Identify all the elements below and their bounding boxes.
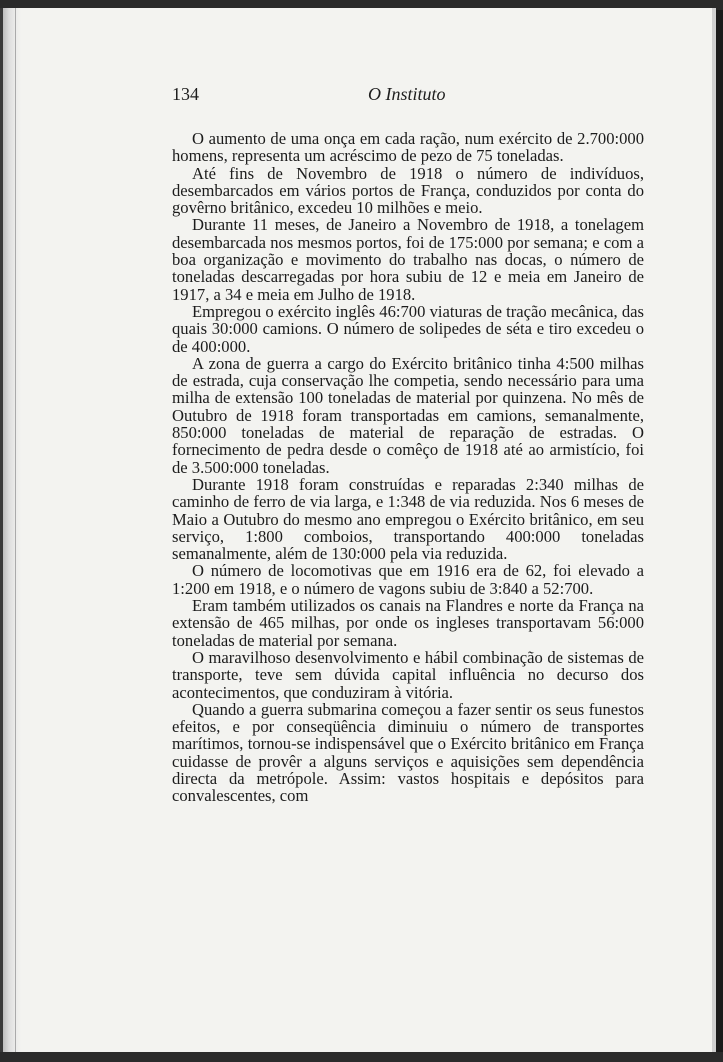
paragraph: O número de locomotivas que em 1916 era de 62, foi elevado a 1:200 em 1918, e o número de vagons subiu de 3:840 a 52:700. [172,561,644,598]
paragraph: Até fins de Novembro de 1918 o número de indivíduos, desembarcados em vários portos de França, conduzidos por conta do govêrno britânico, excedeu 10 milhões e meio. [172,163,644,218]
page-number: 134 [172,84,199,104]
paragraph: Quando a guerra submarina começou a fazer sentir os seus funestos efeitos, e por conseqüência diminuiu o número de transportes marítimos, tornou-se indispensável que o Exército britânico em França cuidasse de provêr a alguns serviços e aquisições sem dependência directa da metrópole. Assim: vastos hospitais e depósitos para convalescentes, com [172,699,644,806]
paragraph: Eram também utilizados os canais na Flandres e norte da França na extensão de 465 milhas, por onde os ingleses transportavam 56:000 toneladas de material por semana. [172,596,644,650]
paragraph: A zona de guerra a cargo do Exército britânico tinha 4:500 milhas de estrada, cuja conservação lhe competia, sendo necessário para uma milha de extensão 100 toneladas de material por quinzena. No mês de Outubro de 1918 foram transportadas em camions, semanalmente, 850:000 toneladas de material de reparação de estradas. O fornecimento de pedra desde o comêço de 1918 até ao armistício, foi de 3.500:000 toneladas. [172,353,644,477]
scan-bottom-edge [0,1052,723,1062]
paragraph: O maravilhoso desenvolvimento e hábil combinação de sistemas de transporte, teve sem dúvida capital influência no decurso dos acontecimentos, que conduziram à vitória. [172,647,644,702]
page-binding-shadow [3,8,21,1052]
body-text [172,130,644,805]
paragraph: Durante 11 meses, de Janeiro a Novembro de 1918, a tonelagem desembarcada nos mesmos portos, foi de 175:000 por semana; e com a boa organização e movimento do trabalho nas docas, o número de toneladas descarregadas por hora subiu de 12 e meia em Janeiro de 1917, a 34 e meia em Julho de 1918. [172,215,644,304]
running-header [172,84,644,110]
paragraph: O aumento de uma onça em cada ração, num exército de 2.700:000 homens, representa um acréscimo de pezo de 75 toneladas. [172,129,644,166]
page-right-edge [712,8,716,1052]
running-title: O Instituto [368,84,446,104]
paragraph: Empregou o exército inglês 46:700 viaturas de tração mecânica, das quais 30:000 camions. O número de solipedes de séta e tiro excedeu o de 400:000. [172,301,644,356]
paragraph: Durante 1918 foram construídas e reparadas 2:340 milhas de caminho de ferro de via larga, e 1:348 de via reduzida. Nos 6 meses de Maio a Outubro do mesmo ano empregou o Exército britânico, em seu serviço, 1:800 comboios, transportando 400:000 toneladas semanalmente, além de 130:000 pela via reduzida. [172,474,644,564]
